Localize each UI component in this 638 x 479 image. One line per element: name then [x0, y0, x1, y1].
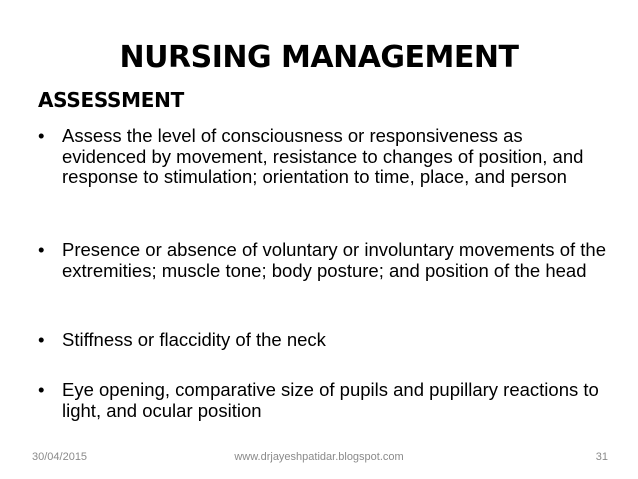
bullet-item: [38, 240, 610, 281]
bullet-marker: •: [38, 329, 45, 350]
bullet-marker: •: [38, 379, 45, 400]
bullet-text: Eye opening, comparative size of pupils and pupillary reactions to light, and ocular position: [62, 379, 599, 421]
bullet-item: [38, 330, 610, 351]
section-heading: ASSESSMENT: [38, 88, 184, 112]
slide-title: NURSING MANAGEMENT: [119, 40, 519, 75]
footer-url: www.drjayeshpatidar.blogspot.com: [234, 451, 404, 463]
bullet-marker: •: [38, 239, 45, 260]
footer-date: 30/04/2015: [32, 451, 88, 463]
bullet-item: [38, 126, 610, 188]
bullet-text: Presence or absence of voluntary or involuntary movements of the extremities; muscle tone; body posture; and position of the head: [62, 239, 606, 281]
bullet-marker: •: [38, 125, 45, 146]
footer-page-number: 31: [595, 451, 608, 463]
bullet-text: Stiffness or flaccidity of the neck: [62, 329, 326, 350]
bullet-item: [38, 380, 610, 421]
bullet-text: Assess the level of consciousness or responsiveness as evidenced by movement, resistance to changes of position, and response to stimulation; orientation to time, place, and person: [62, 125, 584, 187]
